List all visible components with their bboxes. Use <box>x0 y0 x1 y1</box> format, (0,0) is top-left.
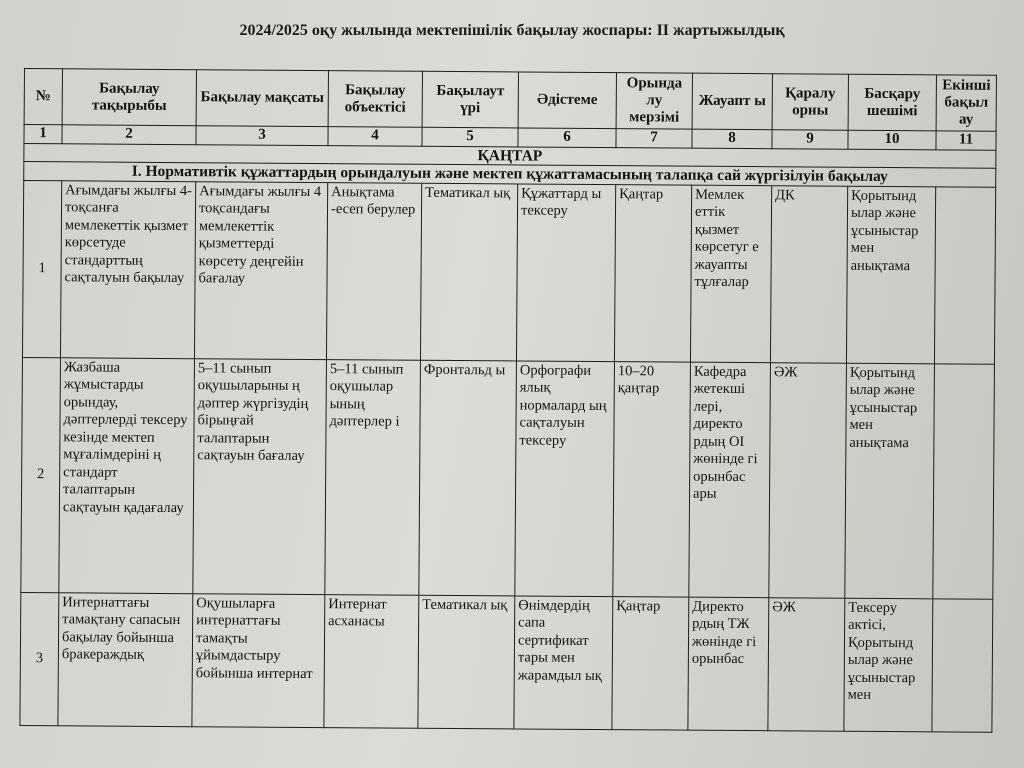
table-cell: Тематикал ық <box>420 183 517 361</box>
table-cell: Интернаттағы тамақтану сапасын бақылау бойынша бракераждық <box>58 592 193 726</box>
header-cell: Бақылау мақсаты <box>196 70 328 127</box>
header-cell: Басқару шешімі <box>848 74 936 131</box>
section-heading: I. Нормативтік құжаттардың орындалуын және мектеп құжаттамасының талапқа сай жүргізілуін бақылау <box>24 162 996 187</box>
table-cell: Интернат асханасы <box>324 594 419 728</box>
header-cell: Орында лу мерзімі <box>616 73 692 130</box>
table-cell: Оқушыларға интернаттағы тамақты ұйымдастыру бойынша интернат <box>192 593 325 727</box>
table-cell: Қорытынд ылар және ұсыныстар мен анықтама <box>846 186 935 364</box>
row-number: 1 <box>22 180 61 357</box>
table-cell: Тематикал ық <box>418 595 515 729</box>
column-number: 11 <box>936 131 996 150</box>
table-cell: Анықтама -есеп берулер <box>326 182 421 360</box>
table-cell: Фронтальд ы <box>419 360 517 596</box>
column-number: 6 <box>518 128 616 147</box>
table-row <box>22 180 995 364</box>
table-cell: ДК <box>770 185 847 363</box>
table-cell: 5–11 сынып оқушылар ының дәптерлер і <box>325 359 421 595</box>
table-row <box>20 592 993 732</box>
header-cell: Әдістеме <box>518 72 616 129</box>
header-cell: Бақылау объектісі <box>328 71 422 128</box>
table-cell: 10–20 қаңтар <box>613 361 691 597</box>
table-row <box>21 357 995 599</box>
table-cell: Қаңтар <box>612 596 689 730</box>
table-cell <box>934 186 995 363</box>
column-number: 8 <box>692 129 772 148</box>
table-cell: 5–11 сынып оқушыларыны ң дәптер жүргізудің бірыңғай талаптарын сақтауын бағалау <box>193 358 327 594</box>
row-number: 2 <box>21 357 61 592</box>
column-number: 7 <box>616 129 692 148</box>
header-cell: № <box>24 69 62 125</box>
header-cell: Бақылау тақырыбы <box>62 69 196 126</box>
table-cell: Директо рдың ТЖ жөнінде гі орынбас <box>688 597 769 731</box>
table-cell: Өнімдердің сапа сертификат тары мен жарамдыл ық <box>514 595 613 729</box>
table-cell: ӘЖ <box>769 362 847 598</box>
table-cell: ӘЖ <box>768 597 845 731</box>
table-cell: Қаңтар <box>614 184 691 362</box>
table-cell: Орфографи ялық нормалард ың сақталуын тексеру <box>515 360 615 596</box>
column-number: 3 <box>196 126 328 145</box>
column-number: 10 <box>848 130 936 149</box>
header-row <box>24 69 996 132</box>
column-number: 4 <box>328 127 422 146</box>
table-cell: Қорытынд ылар және ұсыныстар мен анықтама <box>845 363 935 599</box>
table-cell: Тексеру актісі, Қорытынд ылар және ұсыныстар мен <box>844 598 933 732</box>
table-cell: Кафедра жетекші лері, директо рдың ОІ жөнінде гі орынбас ары <box>689 362 771 598</box>
column-number: 9 <box>772 130 848 149</box>
document-title: 2024/2025 оқу жылында мектепішілік бақылау жоспары: ІІ жартыжылдық <box>239 22 785 39</box>
table-cell: Ағымдағы жылғы 4-тоқсанға мемлекеттік қызмет көрсетуде стандарттың сақталуын бақылау <box>60 180 195 358</box>
table-cell <box>933 363 995 598</box>
table-cell: Ағымдағы жылғы 4 тоқсандағы мемлекеттік қызметтерді көрсету деңгейін бағалау <box>194 181 327 359</box>
header-cell: Жауапт ы <box>692 73 772 130</box>
table-cell: Мемлек еттік қызмет көрсетуг е жауапты тұлғалар <box>690 185 771 363</box>
table-cell <box>932 598 993 731</box>
control-plan-table <box>19 68 997 732</box>
month-heading: ҚАҢТАР <box>24 143 996 168</box>
table-cell: Жазбаша жұмыстарды орындау, дәптерлерді тексеру кезінде мектеп мұғалімдеріні ң стандарт талаптарын сақтауын қадағалау <box>59 357 195 593</box>
header-cell: Екінші бақыл ау <box>936 75 996 131</box>
header-cell: Бақылаут үрі <box>422 71 518 128</box>
header-cell: Қаралу орны <box>772 74 848 131</box>
column-number: 5 <box>422 127 518 146</box>
column-number: 2 <box>62 125 196 144</box>
table-cell: Құжаттард ы тексеру <box>516 183 615 361</box>
column-number: 1 <box>24 125 62 144</box>
row-number: 3 <box>20 592 59 725</box>
